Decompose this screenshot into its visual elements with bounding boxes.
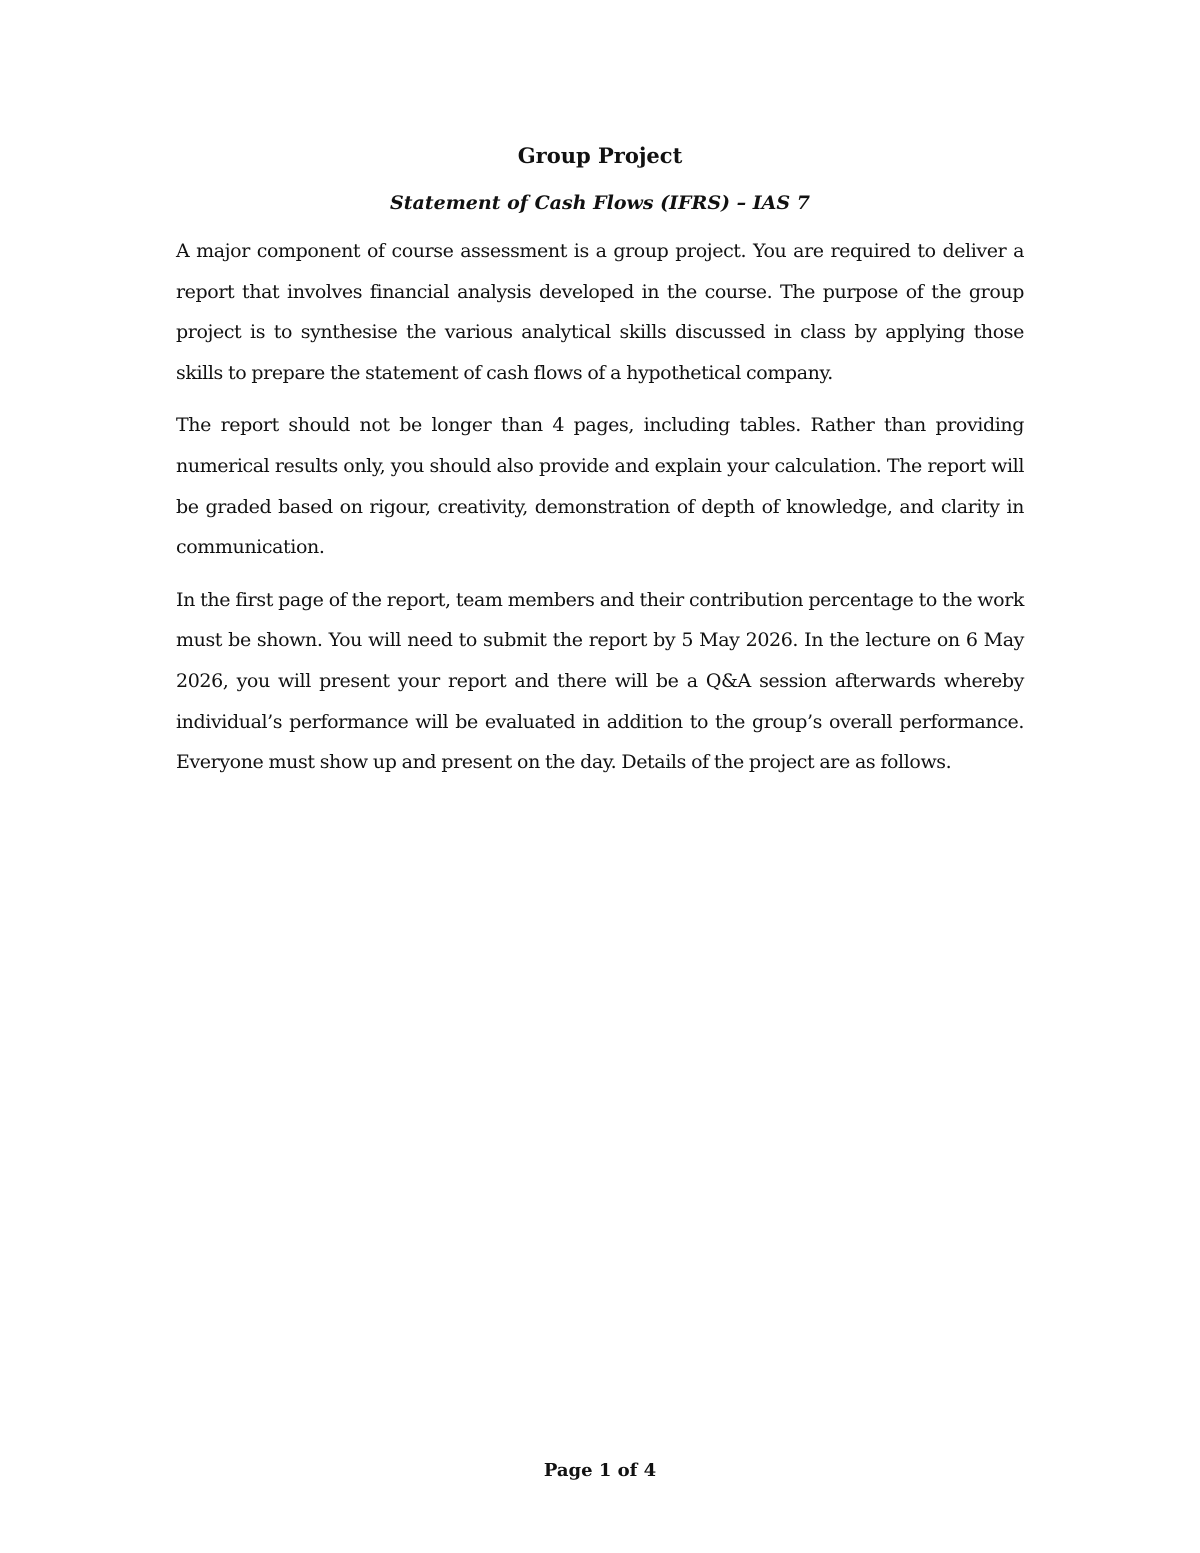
page-number-footer: Page 1 of 4: [543, 1460, 657, 1481]
paragraph-report-requirements: The report should not be longer than 4 pages, including tables. Rather than providing numerical results only, you should also provide and explain your calculation. The report will be graded based on rigour, creativity, demonstration of depth of knowledge, and clarity in communication.: [176, 414, 1024, 559]
paragraph-submission-details: In the first page of the report, team members and their contribution percentage to the work must be shown. You will need to submit the report by 5 May 2026. In the lecture on 6 May 2026, you will present your report and there will be a Q&A session afterwards whereby individual’s performance will be evaluated in addition to the group’s overall performance. Everyone must show up and present on the day. Details of the project are as follows.: [176, 588, 1024, 774]
document-subtitle: Statement of Cash Flows (IFRS) – IAS 7: [390, 192, 810, 214]
document-title: Group Project: [517, 143, 683, 168]
paragraph-intro: A major component of course assessment is a group project. You are required to deliver a report that involves financial analysis developed in the course. The purpose of the group project is to synthesise the various analytical skills discussed in class by applying those skills to prepare the statement of cash flows of a hypothetical company.: [176, 240, 1024, 384]
document-body: [176, 231, 1024, 795]
